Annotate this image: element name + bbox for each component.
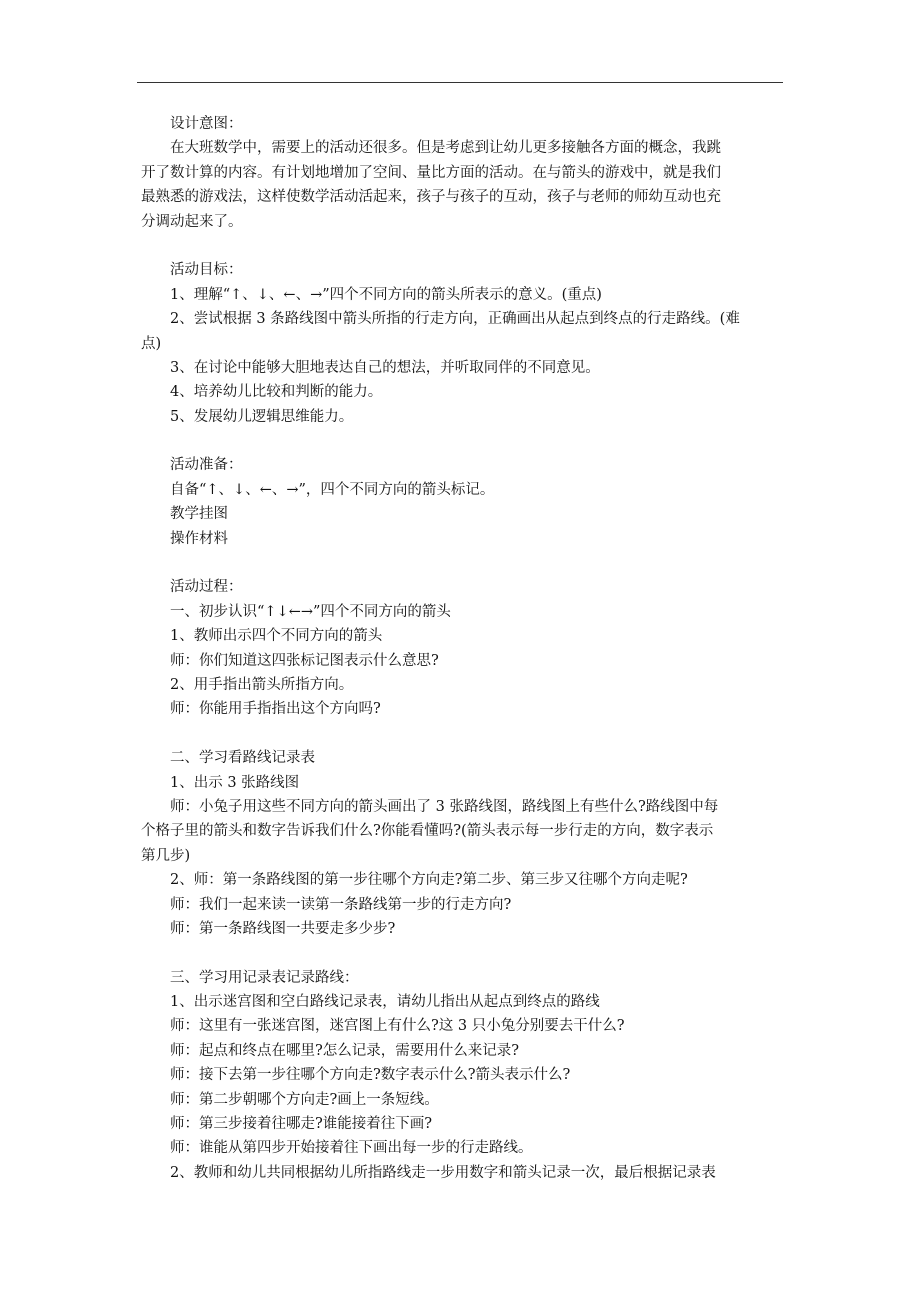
text-line: 1、出示 3 张路线图 [170,774,300,791]
text-line: 在大班数学中，需要上的活动还很多。但是考虑到让幼儿更多接触各方面的概念，我跳 [170,140,721,157]
text-line: 师：谁能从第四步开始接着往下画出每一步的行走路线。 [170,1140,533,1157]
text-line: 师：接下去第一步往哪个方向走?数字表示什么?箭头表示什么? [170,1067,571,1084]
paragraph-gap [141,941,783,965]
text-line: 5、发展幼儿逻辑思维能力。 [170,408,354,425]
text-line: 师：第一条路线图一共要走多少步? [170,920,396,937]
text-line: 1、教师出示四个不同方向的箭头 [170,628,383,645]
text-line: 师：你们知道这四张标记图表示什么意思? [170,652,439,669]
text-line: 2、用手指出箭头所指方向。 [170,676,354,693]
text-line: 教学挂图 [170,506,228,523]
text-line: 点) [141,335,162,352]
paragraph-gap [141,722,783,746]
text-line: 二、学习看路线记录表 [170,750,315,767]
text-line: 师：这里有一张迷宫图，迷宫图上有什么?这 3 只小兔分别要去干什么? [170,1018,625,1035]
text-line: 最熟悉的游戏法，这样使数学活动活起来，孩子与孩子的互动，孩子与老师的师幼互动也充 [141,189,721,206]
text-line: 第几步) [141,847,191,864]
text-line: 2、尝试根据 3 条路线图中箭头所指的行走方向，正确画出从起点到终点的行走路线。(难 [170,311,740,328]
text-line: 2、教师和幼儿共同根据幼儿所指路线走一步用数字和箭头记录一次，最后根据记录表 [170,1164,716,1181]
document-body [141,112,783,1185]
text-line: 分调动起来了。 [141,213,243,230]
text-line: 1、理解“↑、↓、←、→”四个不同方向的箭头所表示的意义。(重点) [170,286,602,303]
text-line: 师：我们一起来读一读第一条路线第一步的行走方向? [170,896,512,913]
text-line: 师：小兔子用这些不同方向的箭头画出了 3 张路线图，路线图上有些什么?路线图中每 [170,798,719,815]
paragraph-gap [141,429,783,453]
text-line: 师：你能用手指指出这个方向吗? [170,701,381,718]
text-line: 一、初步认识“↑↓←→”四个不同方向的箭头 [170,603,451,620]
text-line: 活动过程： [170,579,243,596]
text-line: 三、学习用记录表记录路线： [170,969,359,986]
text-line: 师：第三步接着往哪走?谁能接着往下画? [170,1116,433,1133]
text-line: 开了数计算的内容。有计划地增加了空间、量比方面的活动。在与箭头的游戏中，就是我们 [141,164,721,181]
text-line: 4、培养幼儿比较和判断的能力。 [170,384,383,401]
paragraph-gap [141,551,783,575]
text-line: 操作材料 [170,530,228,547]
text-line: 师：第二步朝哪个方向走?画上一条短线。 [170,1091,439,1108]
text-line: 3、在讨论中能够大胆地表达自己的想法，并听取同伴的不同意见。 [170,359,600,376]
text-line: 师：起点和终点在哪里?怎么记录，需要用什么来记录? [170,1042,520,1059]
text-line: 2、师：第一条路线图的第一步往哪个方向走?第二步、第三步又往哪个方向走呢? [170,872,688,889]
text-line: 活动目标： [170,262,243,279]
text-line: 活动准备： [170,457,243,474]
text-line: 设计意图： [170,116,243,132]
header-rule [137,82,783,83]
text-line: 1、出示迷宫图和空白路线记录表，请幼儿指出从起点到终点的路线 [170,994,600,1011]
paragraph-gap [141,234,783,258]
text-line: 自备“↑、↓、←、→”，四个不同方向的箭头标记。 [170,481,495,498]
text-line: 个格子里的箭头和数字告诉我们什么?你能看懂吗?(箭头表示每一步行走的方向，数字表示 [141,823,714,840]
